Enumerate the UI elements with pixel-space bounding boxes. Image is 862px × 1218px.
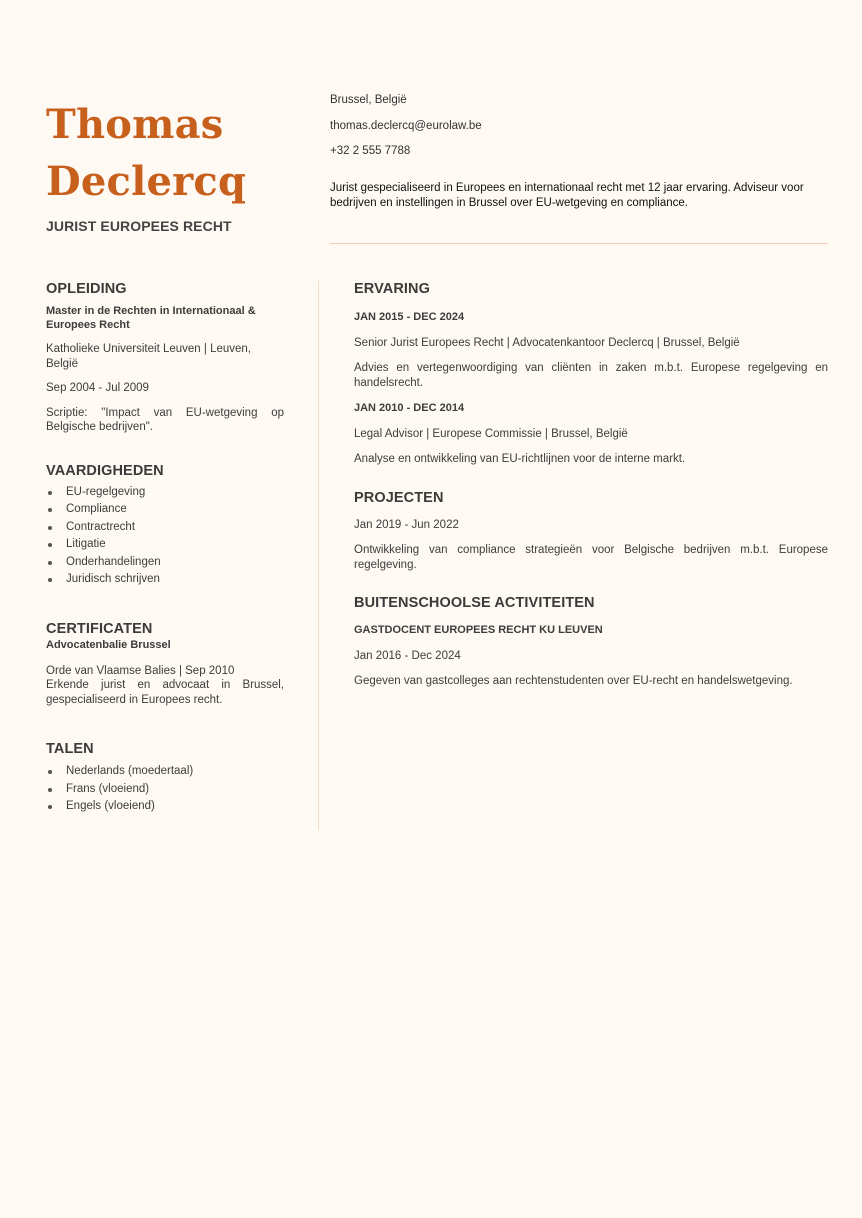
skill-item: Onderhandelingen: [46, 554, 284, 572]
contact-email[interactable]: thomas.declercq@eurolaw.be: [330, 119, 482, 132]
job-description: Advies en vertegenwoordiging van cliënten in zaken m.b.t. Europese regelgeving en handelsrecht.: [354, 362, 828, 389]
activity-description: Gegeven van gastcolleges aan rechtenstudenten over EU-recht en handelswetgeving.: [354, 675, 793, 687]
skill-item: Juridisch schrijven: [46, 571, 284, 589]
languages-section: [46, 741, 284, 816]
activity-title: GASTDOCENT EUROPEES RECHT KU LEUVEN: [354, 624, 603, 636]
skills-section: [46, 463, 284, 590]
activity-dates: Jan 2016 - Dec 2024: [354, 649, 461, 662]
education-school: Katholieke Universiteit Leuven | Leuven, België: [46, 343, 252, 370]
education-degree: Master in de Rechten in Internationaal & Europees Recht: [46, 305, 256, 331]
skills-list: [46, 484, 284, 590]
skill-item: Compliance: [46, 501, 284, 519]
certificate-name: Advocatenbalie Brussel: [46, 639, 171, 652]
projects-heading: PROJECTEN: [354, 489, 444, 506]
first-name: Thomas: [46, 101, 224, 148]
job-role: Senior Jurist Europees Recht | Advocatenkantoor Declercq | Brussel, België: [354, 336, 740, 349]
candidate-name: [46, 96, 306, 210]
right-column: [354, 281, 828, 689]
languages-heading: TALEN: [46, 741, 94, 758]
job-description: Analyse en ontwikkeling van EU-richtlijnen voor de interne markt.: [354, 453, 686, 465]
job-dates: JAN 2010 - DEC 2014: [354, 402, 465, 414]
skill-item: Contractrecht: [46, 519, 284, 537]
activities-heading: BUITENSCHOOLSE ACTIVITEITEN: [354, 595, 595, 611]
language-item: Frans (vloeiend): [46, 781, 284, 799]
education-section: [46, 281, 284, 435]
language-item: Nederlands (moedertaal): [46, 763, 284, 781]
education-thesis: Scriptie: "Impact van EU-wetgeving op Belgische bedrijven".: [46, 406, 284, 433]
certificate-description: Erkende jurist en advocaat in Brussel, gespecialiseerd in Europees recht.: [46, 679, 284, 706]
job-title: JURIST EUROPEES RECHT: [46, 218, 232, 234]
certificate-issuer: Orde van Vlaamse Balies | Sep 2010: [46, 664, 235, 677]
certificates-heading: CERTIFICATEN: [46, 621, 153, 638]
job-role: Legal Advisor | Europese Commissie | Brussel, België: [354, 427, 628, 440]
experience-section: [354, 281, 828, 467]
language-item: Engels (vloeiend): [46, 798, 284, 816]
last-name: Declercq: [46, 158, 247, 205]
education-dates: Sep 2004 - Jul 2009: [46, 382, 149, 394]
project-dates: Jan 2019 - Jun 2022: [354, 518, 459, 531]
header-divider: [330, 243, 828, 244]
project-description: Ontwikkeling van compliance strategieën voor Belgische bedrijven m.b.t. Europese regelgeving.: [354, 544, 828, 571]
skill-item: Litigatie: [46, 536, 284, 554]
activities-section: [354, 595, 828, 689]
contact-phone[interactable]: +32 2 555 7788: [330, 145, 411, 157]
left-column: [46, 281, 284, 816]
skill-item: EU-regelgeving: [46, 484, 284, 502]
column-divider: [318, 281, 319, 830]
job-dates: JAN 2015 - DEC 2024: [354, 311, 465, 323]
projects-section: [354, 490, 828, 573]
certificates-section: [46, 621, 284, 707]
profile-summary: Jurist gespecialiseerd in Europees en internationaal recht met 12 jaar ervaring. Adviseur voor bedrijven en instellingen in Brussel over EU-wetgeving en compliance.: [330, 182, 804, 209]
experience-heading: ERVARING: [354, 281, 430, 297]
contact-location: Brussel, België: [330, 94, 407, 106]
skills-heading: VAARDIGHEDEN: [46, 462, 164, 479]
languages-list: [46, 763, 284, 816]
contact-block: [330, 92, 830, 169]
education-heading: OPLEIDING: [46, 281, 127, 297]
